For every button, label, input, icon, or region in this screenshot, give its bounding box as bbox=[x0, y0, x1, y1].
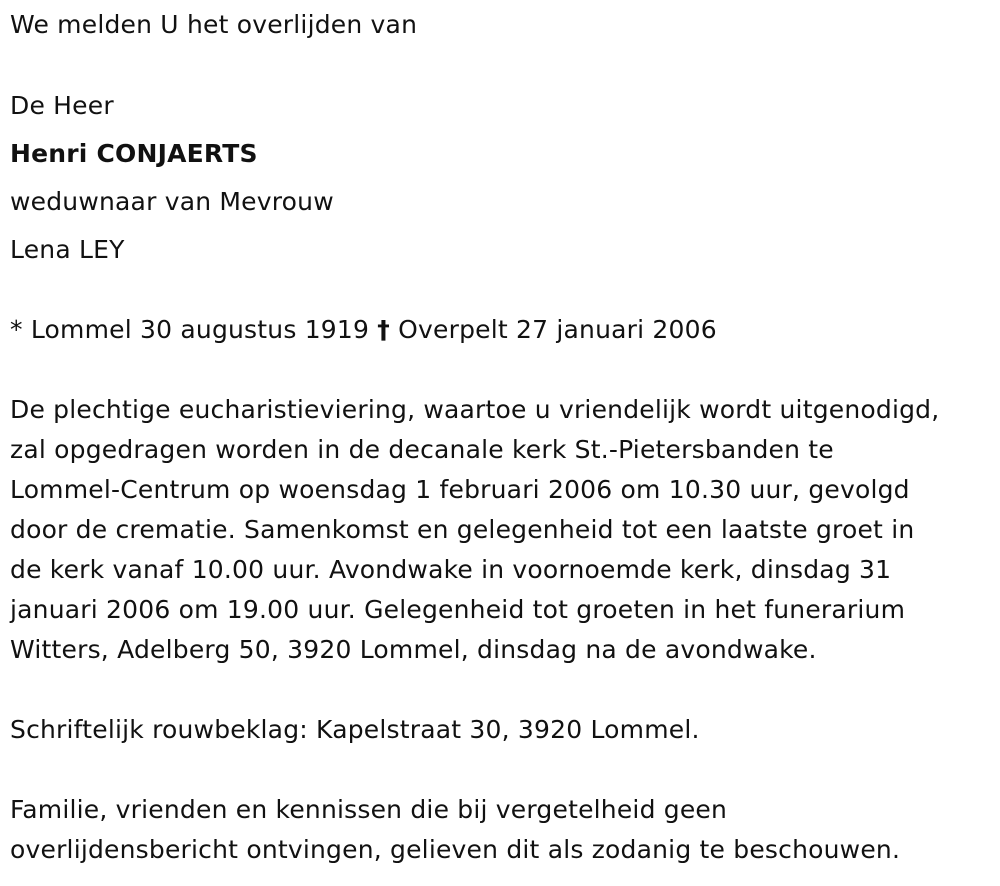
life-dates bbox=[10, 310, 717, 350]
ceremony-line: De plechtige eucharistieviering, waartoe u vriendelijk wordt uitgenodigd, bbox=[10, 395, 940, 424]
ceremony-line: januari 2006 om 19.00 uur. Gelegenheid tot groeten in het funerarium bbox=[10, 595, 906, 624]
birth-marker: * bbox=[10, 315, 23, 344]
birth-info: Lommel 30 augustus 1919 bbox=[30, 315, 370, 344]
notice-line: Familie, vrienden en kennissen die bij vergetelheid geen bbox=[10, 795, 728, 824]
deceased-name: Henri CONJAERTS bbox=[10, 139, 258, 168]
ceremony-line: de kerk vanaf 10.00 uur. Avondwake in voornoemde kerk, dinsdag 31 bbox=[10, 555, 892, 584]
title-prefix: De Heer bbox=[10, 91, 114, 120]
death-info: Overpelt 27 januari 2006 bbox=[398, 315, 717, 344]
widower-of: weduwnaar van Mevrouw bbox=[10, 187, 334, 216]
notice-paragraph bbox=[10, 790, 900, 870]
spouse-name: Lena LEY bbox=[10, 235, 125, 264]
ceremony-line: Witters, Adelberg 50, 3920 Lommel, dinsdag na de avondwake. bbox=[10, 635, 817, 664]
ceremony-line: zal opgedragen worden in de decanale kerk St.-Pietersbanden te bbox=[10, 435, 834, 464]
notice-line: overlijdensbericht ontvingen, gelieven dit als zodanig te beschouwen. bbox=[10, 835, 901, 864]
intro-text: We melden U het overlijden van bbox=[10, 10, 418, 39]
ceremony-line: Lommel-Centrum op woensdag 1 februari 2006 om 10.30 uur, gevolgd bbox=[10, 475, 910, 504]
condolence-address: Schriftelijk rouwbeklag: Kapelstraat 30, 3920 Lommel. bbox=[10, 715, 700, 744]
ceremony-line: door de crematie. Samenkomst en gelegenheid tot een laatste groet in bbox=[10, 515, 915, 544]
ceremony-paragraph bbox=[10, 390, 939, 670]
cross-icon: † bbox=[377, 315, 390, 344]
